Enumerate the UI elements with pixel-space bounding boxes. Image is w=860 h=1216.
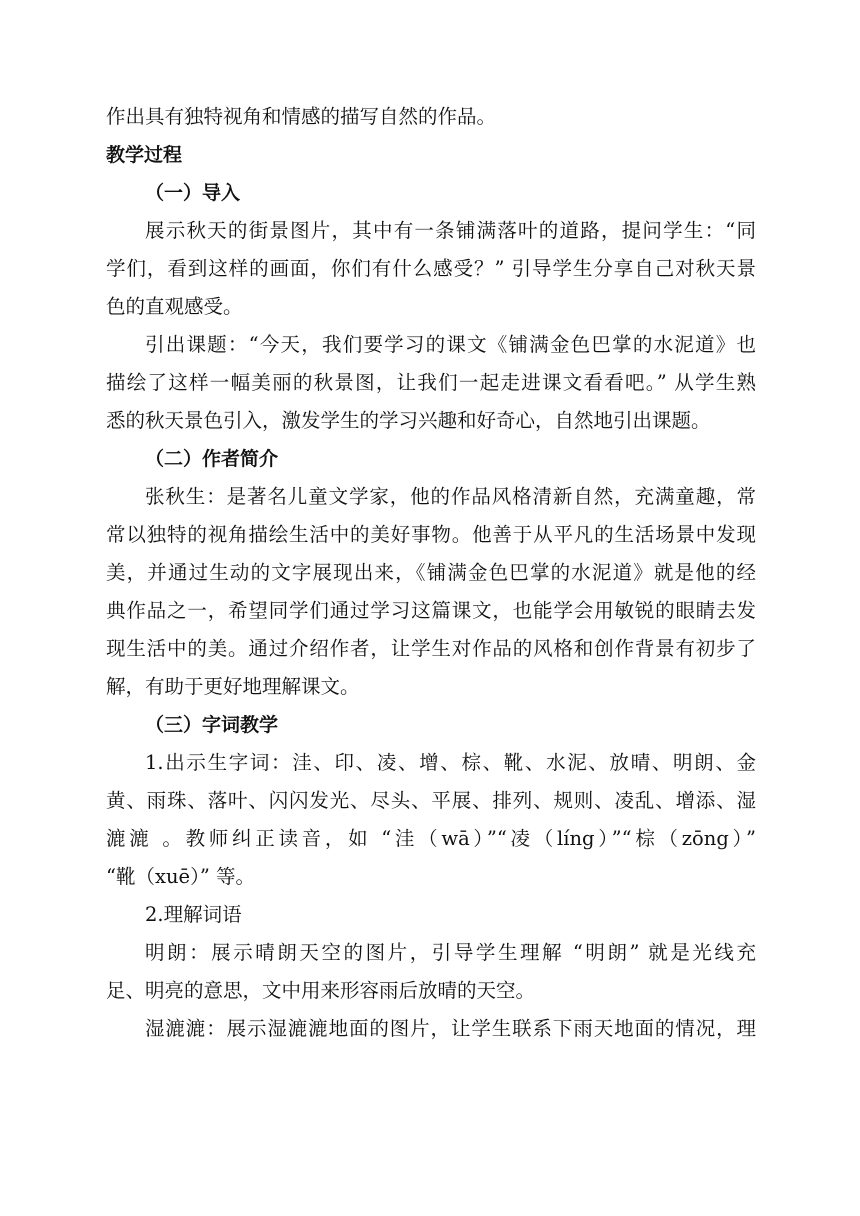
paragraph-line: 色的直观感受。 xyxy=(106,295,243,318)
paragraph-line: 2.理解词语 xyxy=(145,903,242,926)
subheading-introduction: （一）导入 xyxy=(145,182,241,204)
subheading-author-intro: （二）作者简介 xyxy=(145,448,279,470)
paragraph-line: 1.出示生字词：洼、印、凌、增、棕、靴、水泥、放晴、明朗、金 xyxy=(145,751,756,774)
paragraph-line: 展示秋天的街景图片，其中有一条铺满落叶的道路，提问学生：“同 xyxy=(145,219,756,242)
paragraph-line: 典作品之一，希望同学们通过学习这篇课文，也能学会用敏锐的眼睛去发 xyxy=(106,599,756,622)
subheading-vocabulary: （三）字词教学 xyxy=(145,714,279,736)
paragraph-line: 作出具有独特视角和情感的描写自然的作品。 xyxy=(106,105,497,128)
paragraph-line: 张秋生：是著名儿童文学家，他的作品风格清新自然，充满童趣，常 xyxy=(145,485,756,508)
section-heading-teaching-process: 教学过程 xyxy=(106,144,183,166)
paragraph-line: 现生活中的美。通过介绍作者，让学生对作品的风格和创作背景有初步了 xyxy=(106,637,756,660)
paragraph-line: 明朗：展示晴朗天空的图片，引导学生理解 “明朗” 就是光线充 xyxy=(145,941,756,964)
paragraph-line: 美，并通过生动的文字展现出来，《铺满金色巴掌的水泥道》就是他的经 xyxy=(106,561,756,584)
paragraph-line: “靴（xuē）” 等。 xyxy=(106,865,255,888)
paragraph-line: 黄、雨珠、落叶、闪闪发光、尽头、平展、排列、规则、凌乱、增添、湿 xyxy=(106,789,756,812)
paragraph-line: 引出课题：“今天，我们要学习的课文《铺满金色巴掌的水泥道》也 xyxy=(145,333,756,356)
document-page xyxy=(106,98,756,1048)
paragraph-line: 湿漉漉：展示湿漉漉地面的图片，让学生联系下雨天地面的情况，理 xyxy=(145,1017,756,1040)
paragraph-line: 解，有助于更好地理解课文。 xyxy=(106,675,360,698)
paragraph-line: 常以独特的视角描绘生活中的美好事物。他善于从平凡的生活场景中发现 xyxy=(106,523,756,546)
paragraph-line: 描绘了这样一幅美丽的秋景图，让我们一起走进课文看看吧。” 从学生熟 xyxy=(106,371,756,394)
paragraph-line: 漉漉 。教师纠正读音，如 “洼（wā）”“凌（líng）”“棕（zōng）” xyxy=(106,827,756,850)
paragraph-line: 学们，看到这样的画面，你们有什么感受？” 引导学生分享自己对秋天景 xyxy=(106,257,756,280)
paragraph-line: 悉的秋天景色引入，激发学生的学习兴趣和好奇心，自然地引出课题。 xyxy=(106,409,711,432)
paragraph-line: 足、明亮的意思，文中用来形容雨后放晴的天空。 xyxy=(106,979,536,1002)
